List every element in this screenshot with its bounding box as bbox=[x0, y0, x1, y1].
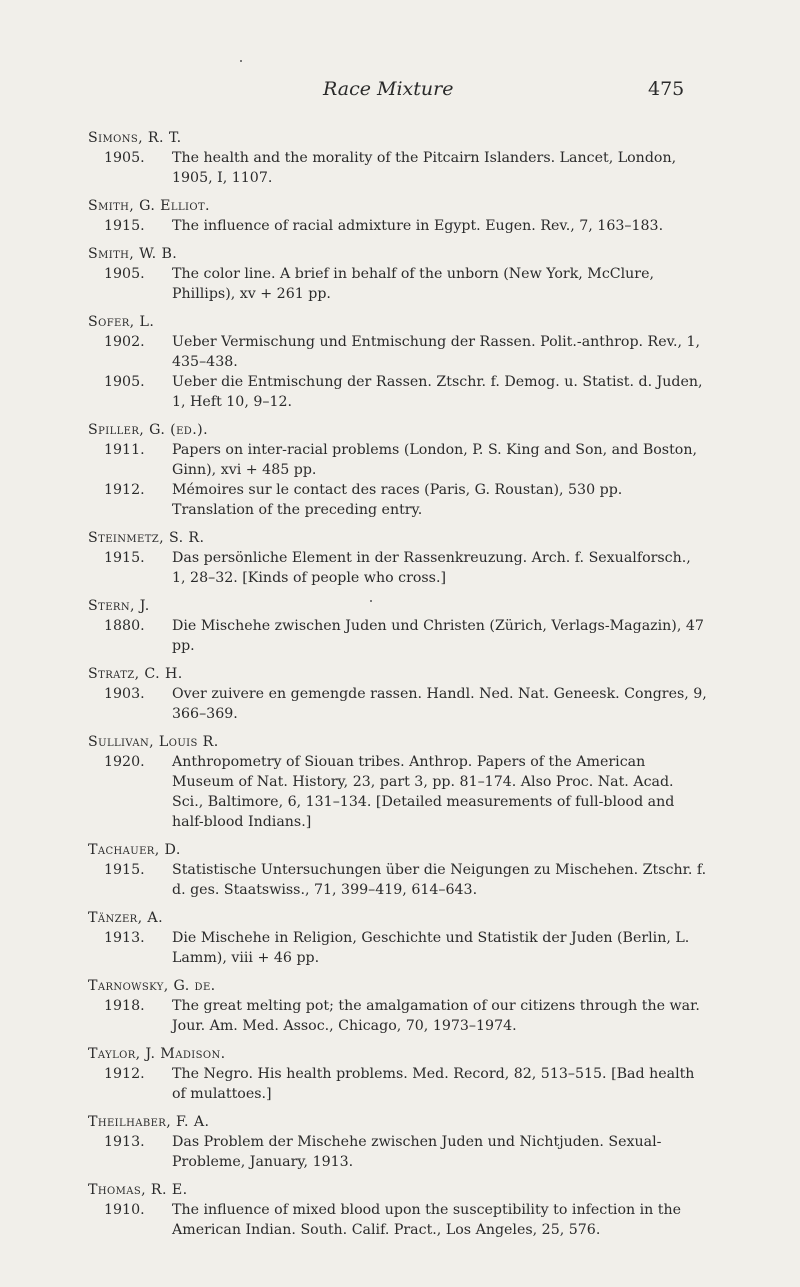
bibliography-entry bbox=[88, 312, 708, 412]
page-header bbox=[0, 78, 800, 108]
bibliography-entry bbox=[88, 244, 708, 304]
bibliography-entry bbox=[88, 976, 708, 1036]
entry-year: 1915. bbox=[104, 862, 145, 878]
entry-author: Sofer, L. bbox=[88, 314, 155, 330]
entry-text: Die Mischehe in Religion, Geschichte und Statistik der Juden (Berlin, L. Lamm), viii + 46 pp. bbox=[172, 930, 690, 966]
entry-author: Sullivan, Louis R. bbox=[88, 734, 219, 750]
entry-item bbox=[88, 616, 708, 656]
entry-item bbox=[88, 332, 708, 372]
entry-item bbox=[88, 216, 708, 236]
bibliography-entry bbox=[88, 596, 708, 656]
entry-year: 1910. bbox=[104, 1202, 145, 1218]
bibliography-entry bbox=[88, 732, 708, 832]
entry-item bbox=[88, 752, 708, 832]
entry-text: Statistische Untersuchungen über die Neigungen zu Mischehen. Ztschr. f. d. ges. Staatswiss., 71, 399–419, 614–643. bbox=[172, 862, 707, 898]
entry-text: Anthropometry of Siouan tribes. Anthrop. Papers of the American Museum of Nat. History, 23, part 3, pp. 81–174. Also Proc. Nat. Acad. Sci., Baltimore, 6, 131–134. [Detailed measurements of full-blood and half-blood Indians.] bbox=[172, 754, 675, 830]
bibliography-entry bbox=[88, 908, 708, 968]
entry-author: Tänzer, A. bbox=[88, 910, 163, 926]
entry-year: 1911. bbox=[104, 442, 145, 458]
entry-author: Thomas, R. E. bbox=[88, 1182, 188, 1198]
entry-author: Smith, W. B. bbox=[88, 246, 178, 262]
entry-author: Taylor, J. Madison. bbox=[88, 1046, 226, 1062]
entry-text: The influence of mixed blood upon the susceptibility to infection in the American Indian. South. Calif. Pract., Los Angeles, 25, 576. bbox=[172, 1202, 682, 1238]
entry-text: The great melting pot; the amalgamation of our citizens through the war. Jour. Am. Med. Assoc., Chicago, 70, 1973–1974. bbox=[172, 998, 700, 1034]
entry-item bbox=[88, 548, 708, 588]
entry-year: 1913. bbox=[104, 1134, 145, 1150]
bibliography-entry bbox=[88, 1044, 708, 1104]
entry-text: Over zuivere en gemengde rassen. Handl. Ned. Nat. Geneesk. Congres, 9, 366–369. bbox=[172, 686, 707, 722]
bibliography-entry bbox=[88, 1112, 708, 1172]
entry-author: Theilhaber, F. A. bbox=[88, 1114, 210, 1130]
running-title: Race Mixture bbox=[323, 78, 454, 100]
entry-year: 1918. bbox=[104, 998, 145, 1014]
entry-text: Papers on inter-racial problems (London, P. S. King and Son, and Boston, Ginn), xvi + 485 pp. bbox=[172, 442, 697, 478]
entry-item bbox=[88, 684, 708, 724]
entry-year: 1905. bbox=[104, 150, 145, 166]
entry-author: Simons, R. T. bbox=[88, 130, 182, 146]
bibliography-entry bbox=[88, 196, 708, 236]
entry-text: The influence of racial admixture in Egypt. Eugen. Rev., 7, 163–183. bbox=[172, 218, 664, 234]
entry-year: 1880. bbox=[104, 618, 145, 634]
entry-item bbox=[88, 996, 708, 1036]
entry-author: Steinmetz, S. R. bbox=[88, 530, 205, 546]
bibliography-entry bbox=[88, 528, 708, 588]
bibliography-entry bbox=[88, 128, 708, 188]
entry-text: Die Mischehe zwischen Juden und Christen (Zürich, Verlags-Magazin), 47 pp. bbox=[172, 618, 704, 654]
bibliography-entry bbox=[88, 664, 708, 724]
entry-author: Stern, J. bbox=[88, 598, 150, 614]
entry-author: Spiller, G. (ed.). bbox=[88, 422, 208, 438]
entry-year: 1915. bbox=[104, 218, 145, 234]
entry-year: 1905. bbox=[104, 374, 145, 390]
entry-item bbox=[88, 1200, 708, 1240]
entry-year: 1915. bbox=[104, 550, 145, 566]
entry-text: Mémoires sur le contact des races (Paris, G. Roustan), 530 pp. Translation of the preceding entry. bbox=[172, 482, 623, 518]
entry-year: 1920. bbox=[104, 754, 145, 770]
entry-text: The health and the morality of the Pitcairn Islanders. Lancet, London, 1905, I, 1107. bbox=[172, 150, 677, 186]
entry-text: Ueber Vermischung und Entmischung der Rassen. Polit.-anthrop. Rev., 1, 435–438. bbox=[172, 334, 701, 370]
entry-text: Das Problem der Mischehe zwischen Juden und Nichtjuden. Sexual-Probleme, January, 1913. bbox=[172, 1134, 662, 1170]
entry-year: 1913. bbox=[104, 930, 145, 946]
entry-text: The color line. A brief in behalf of the unborn (New York, McClure, Phillips), xv + 261 pp. bbox=[172, 266, 654, 302]
entry-year: 1902. bbox=[104, 334, 145, 350]
entry-text: Ueber die Entmischung der Rassen. Ztschr. f. Demog. u. Statist. d. Juden, 1, Heft 10, 9–12. bbox=[172, 374, 703, 410]
entry-item bbox=[88, 860, 708, 900]
entry-year: 1912. bbox=[104, 482, 145, 498]
entry-author: Tachauer, D. bbox=[88, 842, 181, 858]
entry-author: Smith, G. Elliot. bbox=[88, 198, 210, 214]
print-speck bbox=[240, 60, 242, 62]
entry-year: 1903. bbox=[104, 686, 145, 702]
entry-year: 1905. bbox=[104, 266, 145, 282]
print-speck bbox=[370, 600, 372, 602]
entry-text: Das persönliche Element in der Rassenkreuzung. Arch. f. Sexualforsch., 1, 28–32. [Kinds of people who cross.] bbox=[172, 550, 691, 586]
bibliography-list bbox=[88, 128, 708, 1248]
entry-item bbox=[88, 480, 708, 520]
bibliography-entry bbox=[88, 420, 708, 520]
entry-item bbox=[88, 264, 708, 304]
bibliography-entry bbox=[88, 1180, 708, 1240]
entry-item bbox=[88, 928, 708, 968]
entry-year: 1912. bbox=[104, 1066, 145, 1082]
entry-item bbox=[88, 372, 708, 412]
entry-author: Tarnowsky, G. de. bbox=[88, 978, 216, 994]
entry-item bbox=[88, 440, 708, 480]
entry-author: Stratz, C. H. bbox=[88, 666, 183, 682]
bibliography-entry bbox=[88, 840, 708, 900]
entry-text: The Negro. His health problems. Med. Record, 82, 513–515. [Bad health of mulattoes.] bbox=[172, 1066, 695, 1102]
entry-item bbox=[88, 148, 708, 188]
entry-item bbox=[88, 1132, 708, 1172]
entry-item bbox=[88, 1064, 708, 1104]
page-number: 475 bbox=[648, 78, 685, 100]
